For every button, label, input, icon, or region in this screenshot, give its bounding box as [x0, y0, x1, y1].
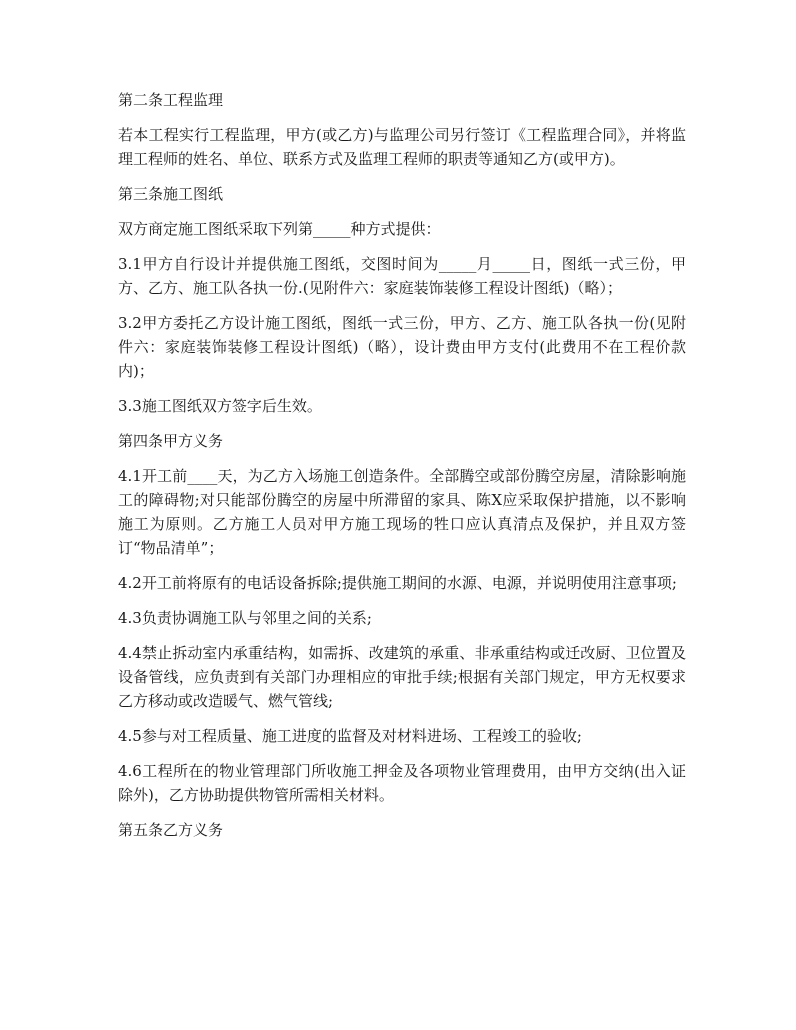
paragraph-4-5: 4.5参与对工程质量、施工进度的监督及对材料进场、工程竣工的验收;: [118, 727, 582, 745]
paragraph-4-4: 4.4禁止拆动室内承重结构，如需拆、改建筑的承重、非承重结构或迁改厨、卫位置及设备管线，应负责到有关部门办理相应的审批手续;根据有关部门规定，甲方无权要求乙方移动或改造暖气、燃气管线;: [118, 644, 686, 710]
paragraph-supervision: 若本工程实行工程监理，甲方(或乙方)与监理公司另行签订《工程监理合同》，并将监理工程师的姓名、单位、联系方式及监理工程师的职责等通知乙方(或甲方)。: [118, 126, 686, 168]
paragraph-4-6: 4.6工程所在的物业管理部门所收施工押金及各项物业管理费用，由甲方交纳(出入证除外)，乙方协助提供物管所需相关材料。: [118, 762, 686, 804]
paragraph-4-1: 4.1开工前____天，为乙方入场施工创造条件。全部腾空或部份腾空房屋，清除影响施工的障碍物;对只能部份腾空的房屋中所滞留的家具、陈X应采取保护措施，以不影响施工为原则。乙方施工人员对甲方施工现场的牲口应认真清点及保护，并且双方签订“物品清单”；: [118, 467, 686, 557]
paragraph-3-2: 3.2甲方委托乙方设计施工图纸，图纸一式三份，甲方、乙方、施工队各执一份(见附件六：家庭装饰装修工程设计图纸)（略），设计费由甲方支付(此费用不在工程价款内)；: [118, 314, 686, 380]
paragraph-3-1: 3.1甲方自行设计并提供施工图纸，交图时间为_____月_____日，图纸一式三份，甲方、乙方、施工队各执一份.(见附件六：家庭装饰装修工程设计图纸)（略）；: [118, 255, 686, 297]
section-heading-article-5: 第五条乙方义务: [118, 821, 224, 839]
paragraph-drawing-method: 双方商定施工图纸采取下列第_____种方式提供：: [118, 220, 441, 238]
section-heading-article-3: 第三条施工图纸: [118, 185, 224, 203]
paragraph-4-3: 4.3负责协调施工队与邻里之间的关系;: [118, 609, 372, 627]
section-heading-article-4: 第四条甲方义务: [118, 432, 224, 450]
paragraph-3-3: 3.3施工图纸双方签字后生效。: [118, 397, 322, 415]
document-body: [118, 88, 686, 853]
paragraph-4-2: 4.2开工前将原有的电话设备拆除;提供施工期间的水源、电源，并说明使用注意事项;: [118, 574, 677, 592]
section-heading-article-2: 第二条工程监理: [118, 91, 224, 109]
